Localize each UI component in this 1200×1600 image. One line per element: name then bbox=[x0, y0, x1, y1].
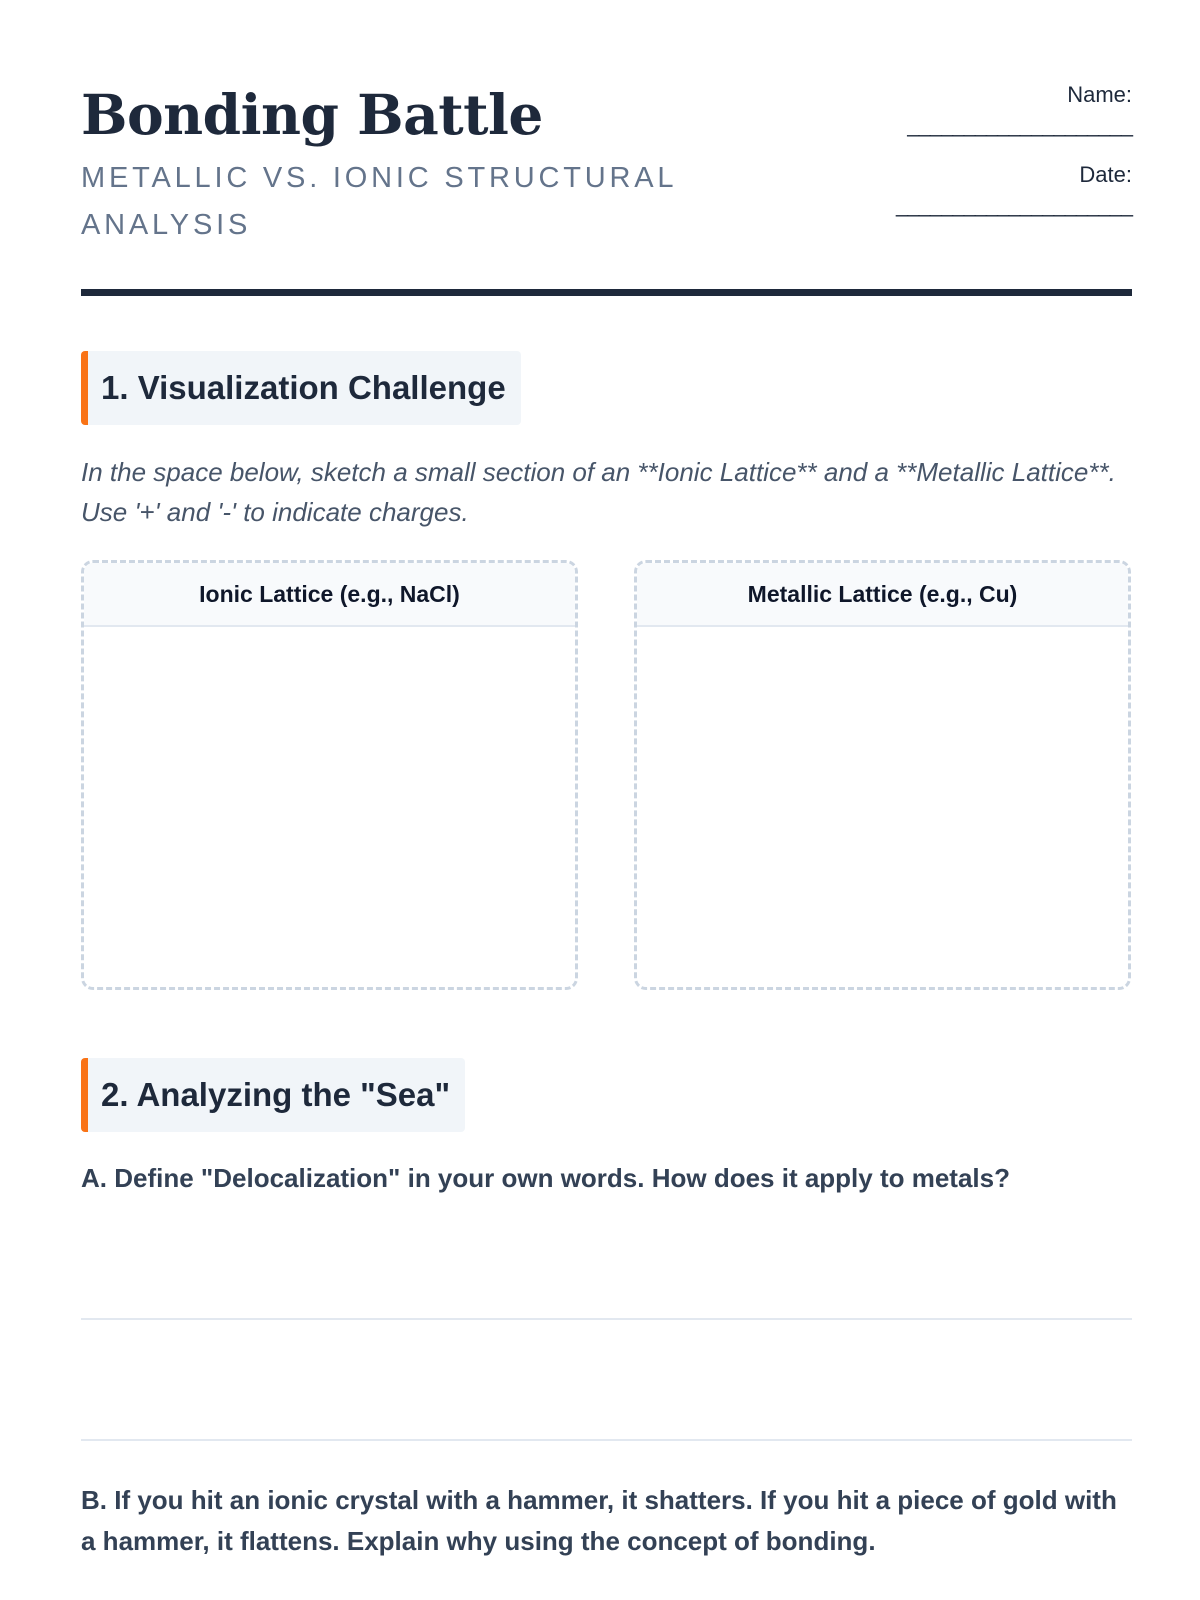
metallic-lattice-sketch-box[interactable] bbox=[634, 560, 1131, 990]
answer-line[interactable] bbox=[81, 1439, 1132, 1441]
page-subtitle: METALLIC VS. IONIC STRUCTURAL ANALYSIS bbox=[81, 162, 677, 241]
sketch-instructions: In the space below, sketch a small section of an **Ionic Lattice** and a **Metallic Lattice**. Use '+' and '-' to indicate charges. bbox=[81, 457, 1116, 527]
worksheet-header bbox=[81, 0, 1132, 298]
question-b: B. If you hit an ionic crystal with a hammer, it shatters. If you hit a piece of gold with a hammer, it flattens. Explain why using the concept of bonding. bbox=[81, 1485, 1117, 1556]
date-field[interactable] bbox=[896, 160, 1132, 220]
header-divider bbox=[81, 289, 1132, 296]
section-heading-text: 2. Analyzing the "Sea" bbox=[101, 1076, 451, 1113]
section-heading-analyzing bbox=[81, 1058, 465, 1132]
worksheet-page bbox=[81, 0, 1132, 1556]
question-a: A. Define "Delocalization" in your own words. How does it apply to metals? bbox=[81, 1163, 1010, 1193]
section-heading-visualization bbox=[81, 351, 521, 425]
section-heading-text: 1. Visualization Challenge bbox=[101, 369, 506, 406]
date-label: Date: bbox=[1079, 162, 1132, 187]
name-field[interactable] bbox=[896, 80, 1132, 140]
sketch-box-label: Metallic Lattice (e.g., Cu) bbox=[637, 563, 1128, 627]
student-info bbox=[896, 80, 1132, 220]
ionic-sketch-area[interactable] bbox=[84, 627, 575, 987]
date-blank[interactable]: _____________________ bbox=[896, 192, 1132, 217]
metallic-sketch-area[interactable] bbox=[637, 627, 1128, 987]
name-label: Name: bbox=[1067, 82, 1132, 107]
sketch-box-label: Ionic Lattice (e.g., NaCl) bbox=[84, 563, 575, 627]
ionic-lattice-sketch-box[interactable] bbox=[81, 560, 578, 990]
name-blank[interactable]: ____________________ bbox=[907, 112, 1132, 137]
page-title: Bonding Battle bbox=[81, 82, 543, 147]
answer-line[interactable] bbox=[81, 1318, 1132, 1320]
